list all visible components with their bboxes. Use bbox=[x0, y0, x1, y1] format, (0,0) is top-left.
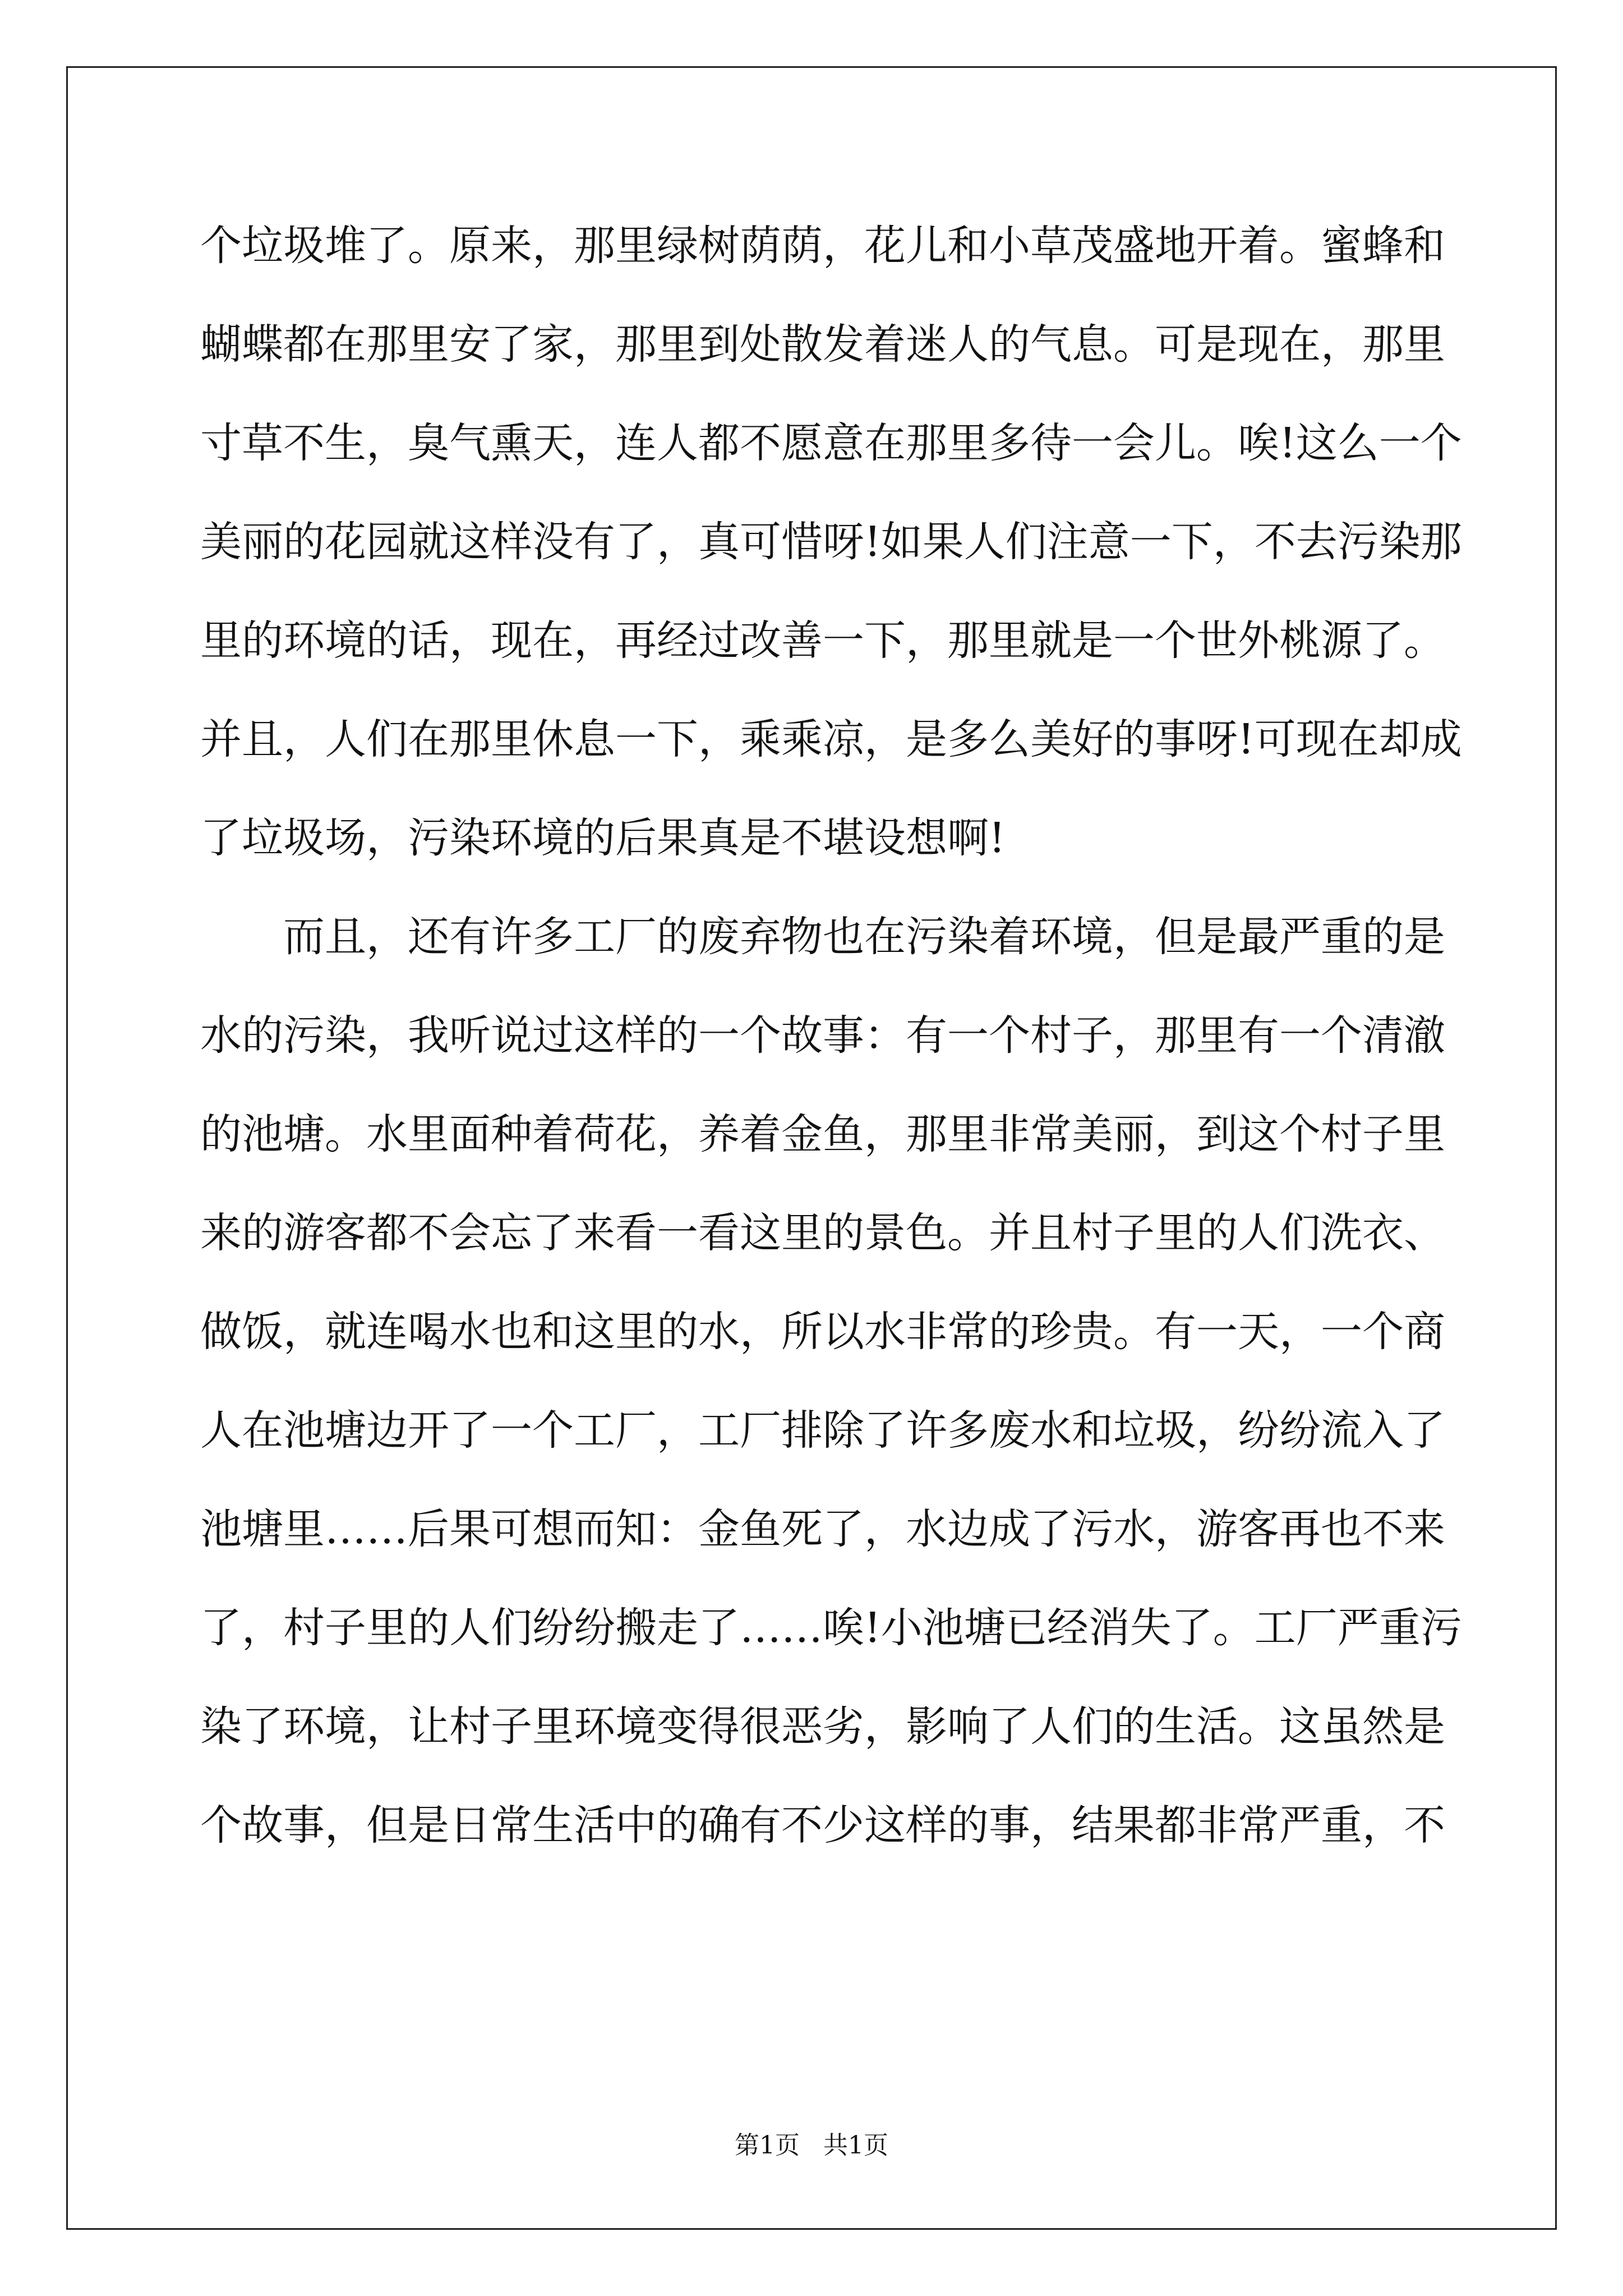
text-line: 的池塘。水里面种着荷花，养着金鱼，那里非常美丽，到这个村子里 bbox=[200, 1110, 1445, 1158]
text-line: 池塘里……后果可想而知：金鱼死了，水边成了污水，游客再也不来 bbox=[200, 1505, 1445, 1553]
text-line: 了垃圾场，污染环境的后果真是不堪设想啊! bbox=[200, 814, 1006, 862]
text-line: 蝴蝶都在那里安了家，那里到处散发着迷人的气息。可是现在，那里 bbox=[200, 320, 1445, 369]
text-line: 染了环境，让村子里环境变得很恶劣，影响了人们的生活。这虽然是 bbox=[200, 1703, 1445, 1751]
text-line: 人在池塘边开了一个工厂，工厂排除了许多废水和垃圾，纷纷流入了 bbox=[200, 1406, 1445, 1455]
text-line: 来的游客都不会忘了来看一看这里的景色。并且村子里的人们洗衣、 bbox=[200, 1209, 1445, 1257]
text-line: 水的污染，我听说过这样的一个故事：有一个村子，那里有一个清澈 bbox=[200, 1011, 1445, 1060]
paragraph-start-line: 而且，还有许多工厂的废弃物也在污染着环境，但是最严重的是 bbox=[283, 913, 1445, 961]
text-line: 了，村子里的人们纷纷搬走了……唉!小池塘已经消失了。工厂严重污 bbox=[200, 1604, 1462, 1652]
text-line: 并且，人们在那里休息一下，乘乘凉，是多么美好的事呀!可现在却成 bbox=[200, 715, 1462, 763]
text-line: 美丽的花园就这样没有了，真可惜呀!如果人们注意一下，不去污染那 bbox=[200, 518, 1462, 566]
text-line: 寸草不生，臭气熏天，连人都不愿意在那里多待一会儿。唉!这么一个 bbox=[200, 419, 1462, 467]
text-line: 个故事，但是日常生活中的确有不少这样的事，结果都非常严重，不 bbox=[200, 1801, 1445, 1849]
text-line: 做饭，就连喝水也和这里的水，所以水非常的珍贵。有一天，一个商 bbox=[200, 1308, 1445, 1356]
page-number-footer: 第1页 共1页 bbox=[735, 2131, 888, 2160]
text-line: 里的环境的话，现在，再经过改善一下，那里就是一个世外桃源了。 bbox=[200, 616, 1445, 665]
text-line: 个垃圾堆了。原来，那里绿树荫荫，花儿和小草茂盛地开着。蜜蜂和 bbox=[200, 222, 1445, 270]
